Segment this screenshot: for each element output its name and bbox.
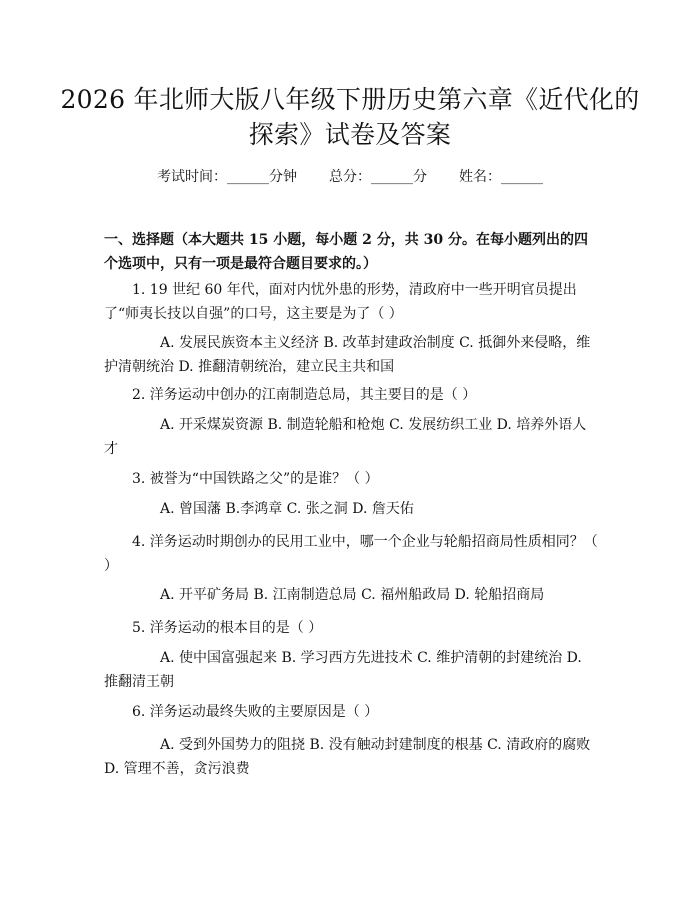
question-5-stem: 5. 洋务运动的根本目的是（ ） [132,620,323,636]
question-6-stem: 6. 洋务运动最终失败的主要原因是（ ） [132,704,379,720]
question-2-stem: 2. 洋务运动中创办的江南制造总局，其主要目的是（ ） [132,387,477,403]
document-title: 2026 年北师大版八年级下册历史第六章《近代化的探索》试卷及答案 [60,85,640,149]
question-2-options: A. 开采煤炭资源 B. 制造轮船和枪炮 C. 发展纺织工业 D. 培养外语人才 [104,417,587,457]
question-6-options: A. 受到外国势力的阻挠 B. 没有触动封建制度的根基 C. 清政府的腐败 D. 管理不善，贪污浪费 [104,737,591,777]
question-3-options: A. 曾国藩 B.李鸿章 C. 张之洞 D. 詹天佑 [160,501,414,517]
question-4-stem: 4. 洋务运动时期创办的民用工业中，哪一个企业与轮船招商局性质相同？（ ） [104,534,598,574]
question-5-options: A. 使中国富强起来 B. 学习西方先进技术 C. 维护清朝的封建统治 D. 推翻清王朝 [104,650,582,690]
section-heading: 一、选择题（本大题共 15 小题，每小题 2 分，共 30 分。在每小题列出的四个选项中，只有一项是最符合题目要求的。） [104,232,588,272]
exam-name-field: 姓名：______ [459,169,543,185]
exam-score-field: 总分：______分 [329,169,427,185]
exam-info-line [0,168,700,186]
exam-time-field: 考试时间：______分钟 [157,169,297,185]
question-4-options: A. 开平矿务局 B. 江南制造总局 C. 福州船政局 D. 轮船招商局 [160,587,545,603]
question-3-stem: 3. 被誉为“中国铁路之父”的是谁？（ ） [132,471,379,487]
question-1-options: A. 发展民族资本主义经济 B. 改革封建政治制度 C. 抵御外来侵略，维护清朝统治 D. 推翻清朝统治，建立民主共和国 [104,335,591,375]
question-1-stem: 1. 19 世纪 60 年代，面对内忧外患的形势，清政府中一些开明官员提出了“师夷长技以自强”的口号，这主要是为了（ ） [104,282,577,322]
